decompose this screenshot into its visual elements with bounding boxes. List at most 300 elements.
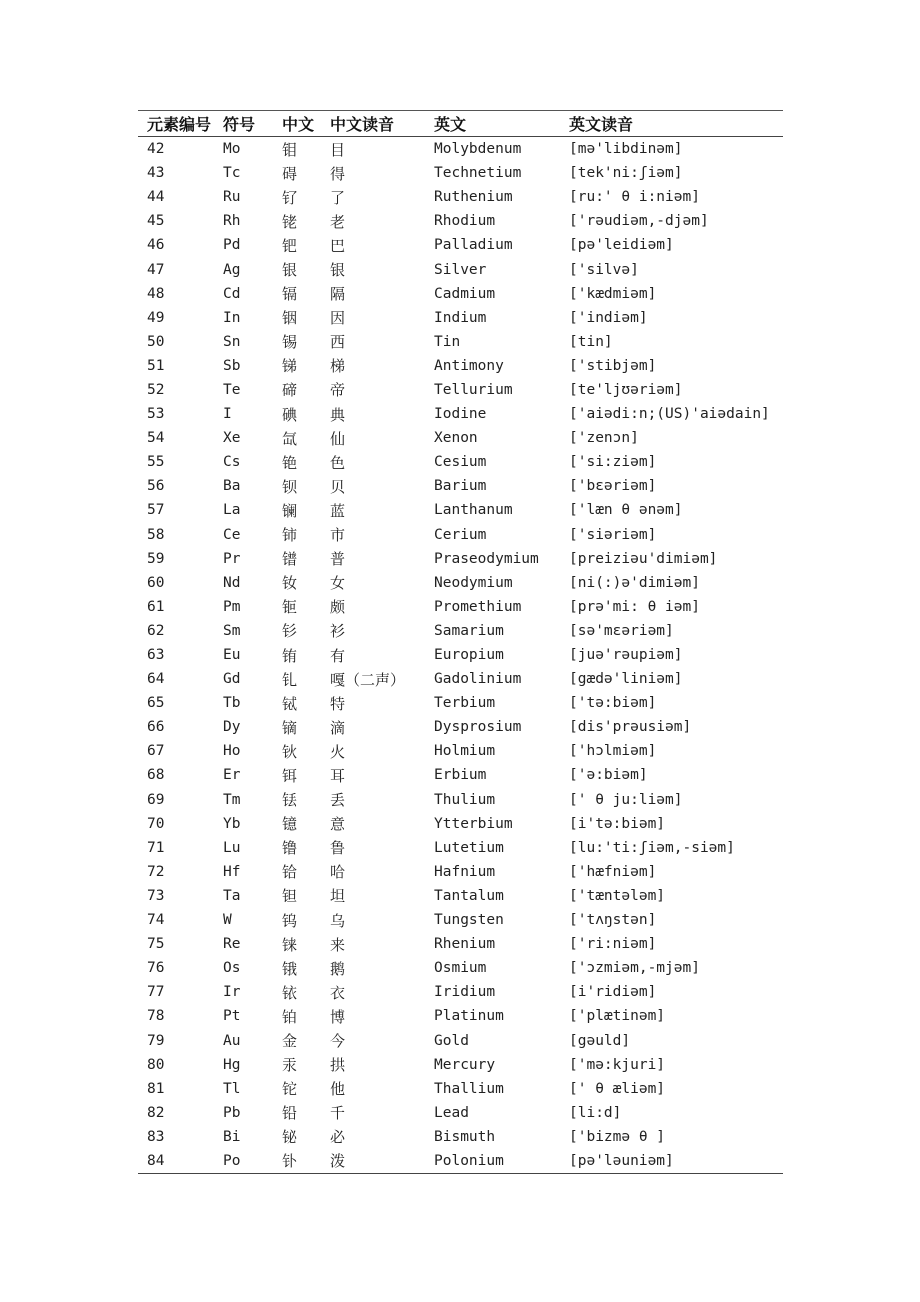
element-chinese-reading: 滴	[330, 718, 346, 737]
element-pronunciation: ['siəriəm]	[569, 526, 657, 543]
element-pronunciation: ['tə:biəm]	[569, 695, 657, 712]
element-chinese-reading: 市	[330, 526, 346, 545]
table-row	[138, 980, 783, 1004]
element-pronunciation: ['si:ziəm]	[569, 454, 657, 471]
element-symbol: Bi	[223, 1128, 241, 1145]
element-chinese-name: 铋	[282, 1128, 298, 1147]
element-english-name: Thallium	[434, 1080, 504, 1097]
table-row	[138, 956, 783, 980]
element-english-name: Erbium	[434, 767, 487, 784]
element-chinese-name: 钨	[282, 911, 298, 930]
element-number: 73	[147, 887, 165, 904]
element-chinese-reading: 鹅	[330, 959, 346, 978]
element-chinese-name: 碘	[282, 405, 298, 424]
element-chinese-reading: 目	[330, 140, 346, 159]
element-symbol: Pm	[223, 598, 241, 615]
element-pronunciation: [pə'leidiəm]	[569, 237, 674, 254]
element-chinese-reading: 颇	[330, 598, 346, 617]
table-row	[138, 1101, 783, 1125]
element-symbol: Ba	[223, 478, 241, 495]
element-chinese-name: 钼	[282, 140, 298, 159]
element-english-name: Thulium	[434, 791, 496, 808]
element-english-name: Dysprosium	[434, 719, 522, 736]
element-english-name: Mercury	[434, 1056, 496, 1073]
element-english-name: Tungsten	[434, 912, 504, 929]
element-symbol: Yb	[223, 815, 241, 832]
element-chinese-name: 锑	[282, 357, 298, 376]
element-symbol: In	[223, 309, 241, 326]
element-symbol: Ta	[223, 887, 241, 904]
element-symbol: W	[223, 912, 232, 929]
element-english-name: Tellurium	[434, 381, 513, 398]
element-chinese-reading: 火	[330, 742, 346, 761]
element-english-name: Platinum	[434, 1008, 504, 1025]
element-symbol: I	[223, 406, 232, 423]
element-symbol: Te	[223, 381, 241, 398]
element-pronunciation: [sə'mɛəriəm]	[569, 622, 674, 639]
element-chinese-reading: 巴	[330, 236, 346, 255]
table-row	[138, 450, 783, 474]
element-chinese-reading: 有	[330, 646, 346, 665]
element-chinese-name: 镉	[282, 285, 298, 304]
element-chinese-reading: 他	[330, 1080, 346, 1099]
table-row	[138, 739, 783, 763]
element-symbol: La	[223, 502, 241, 519]
element-chinese-reading: 鲁	[330, 839, 346, 858]
element-number: 76	[147, 960, 165, 977]
element-pronunciation: ['hɔlmiəm]	[569, 743, 657, 760]
element-number: 80	[147, 1056, 165, 1073]
table-row	[138, 571, 783, 595]
element-pronunciation: ['mə:kjuri]	[569, 1056, 666, 1073]
element-chinese-reading: 意	[330, 815, 346, 834]
element-chinese-reading: 衣	[330, 983, 346, 1002]
element-chinese-name: 钯	[282, 236, 298, 255]
element-english-name: Tantalum	[434, 887, 504, 904]
element-chinese-reading: 乌	[330, 911, 346, 930]
element-symbol: Tm	[223, 791, 241, 808]
table-row	[138, 185, 783, 209]
element-symbol: Nd	[223, 574, 241, 591]
element-symbol: Re	[223, 936, 241, 953]
element-pronunciation: ['ri:niəm]	[569, 936, 657, 953]
element-chinese-name: 铕	[282, 646, 298, 665]
element-number: 70	[147, 815, 165, 832]
element-number: 77	[147, 984, 165, 1001]
element-chinese-name: 金	[282, 1032, 298, 1051]
element-symbol: Tb	[223, 695, 241, 712]
element-chinese-name: 氙	[282, 429, 298, 448]
element-chinese-name: 锡	[282, 333, 298, 352]
element-english-name: Lutetium	[434, 839, 504, 856]
element-symbol: Xe	[223, 430, 241, 447]
element-english-name: Osmium	[434, 960, 487, 977]
table-row	[138, 354, 783, 378]
element-chinese-name: 铼	[282, 935, 298, 954]
element-pronunciation: [i'tə:biəm]	[569, 815, 666, 832]
element-number: 68	[147, 767, 165, 784]
element-number: 66	[147, 719, 165, 736]
element-pronunciation: [lu:'ti:ʃiəm,-siəm]	[569, 839, 735, 856]
element-english-name: Praseodymium	[434, 550, 539, 567]
element-chinese-reading: 典	[330, 405, 346, 424]
element-symbol: Sm	[223, 622, 241, 639]
element-chinese-name: 钷	[282, 598, 298, 617]
element-english-name: Promethium	[434, 598, 522, 615]
table-row	[138, 233, 783, 257]
element-chinese-reading: 坦	[330, 887, 346, 906]
element-symbol: Cs	[223, 454, 241, 471]
element-pronunciation: ['silvə]	[569, 261, 639, 278]
element-chinese-reading: 哈	[330, 863, 346, 882]
element-pronunciation: ['indiəm]	[569, 309, 648, 326]
element-number: 82	[147, 1104, 165, 1121]
element-number: 63	[147, 647, 165, 664]
element-number: 65	[147, 695, 165, 712]
element-symbol: Ru	[223, 189, 241, 206]
element-english-name: Rhodium	[434, 213, 496, 230]
element-english-name: Gadolinium	[434, 671, 522, 688]
element-pronunciation: ['bɛəriəm]	[569, 478, 657, 495]
element-symbol: Ho	[223, 743, 241, 760]
element-symbol: Po	[223, 1152, 241, 1169]
table-row	[138, 282, 783, 306]
element-pronunciation: [dis'prəusiəm]	[569, 719, 692, 736]
element-chinese-reading: 来	[330, 935, 346, 954]
element-chinese-name: 镧	[282, 501, 298, 520]
element-pronunciation: [ni(:)ə'dimiəm]	[569, 574, 700, 591]
element-chinese-name: 铱	[282, 983, 298, 1002]
element-chinese-reading: 今	[330, 1032, 346, 1051]
element-chinese-reading: 仙	[330, 429, 346, 448]
element-chinese-name: 镨	[282, 550, 298, 569]
element-chinese-name: 铊	[282, 1080, 298, 1099]
table-header-row	[138, 111, 783, 136]
element-chinese-reading: 西	[330, 333, 346, 352]
element-chinese-name: 镱	[282, 815, 298, 834]
table-row	[138, 619, 783, 643]
element-chinese-name: 钐	[282, 622, 298, 641]
element-chinese-reading: 女	[330, 574, 346, 593]
element-pronunciation: [' θ æliəm]	[569, 1080, 666, 1097]
element-english-name: Ytterbium	[434, 815, 513, 832]
element-number: 64	[147, 671, 165, 688]
element-chinese-name: 铂	[282, 1007, 298, 1026]
element-number: 75	[147, 936, 165, 953]
element-chinese-reading: 千	[330, 1104, 346, 1123]
element-chinese-reading: 因	[330, 309, 346, 328]
table-row	[138, 1125, 783, 1149]
element-chinese-name: 钆	[282, 670, 298, 689]
element-chinese-reading: 必	[330, 1128, 346, 1147]
table-bottom-rule	[138, 1173, 783, 1174]
element-pronunciation: [gəuld]	[569, 1032, 631, 1049]
element-pronunciation: ['plætinəm]	[569, 1008, 666, 1025]
table-row	[138, 378, 783, 402]
element-pronunciation: [gædə'liniəm]	[569, 671, 683, 688]
element-pronunciation: [i'ridiəm]	[569, 984, 657, 1001]
element-pronunciation: ['læn θ ənəm]	[569, 502, 683, 519]
table-row	[138, 523, 783, 547]
element-pronunciation: [pə'ləuniəm]	[569, 1152, 674, 1169]
element-english-name: Europium	[434, 647, 504, 664]
table-row	[138, 330, 783, 354]
element-chinese-reading: 贝	[330, 477, 346, 496]
element-number: 47	[147, 261, 165, 278]
element-number: 45	[147, 213, 165, 230]
element-chinese-name: 碍	[282, 164, 298, 183]
table-row	[138, 498, 783, 522]
element-number: 44	[147, 189, 165, 206]
element-symbol: Sn	[223, 333, 241, 350]
element-pronunciation: [ru:' θ i:niəm]	[569, 189, 700, 206]
table-row	[138, 595, 783, 619]
table-body	[138, 137, 783, 1173]
element-chinese-reading: 色	[330, 453, 346, 472]
table-row	[138, 643, 783, 667]
element-chinese-reading: 泼	[330, 1152, 346, 1171]
element-number: 78	[147, 1008, 165, 1025]
table-row	[138, 860, 783, 884]
element-pronunciation: ['tæntələm]	[569, 887, 666, 904]
header-english: 英文	[434, 115, 467, 134]
header-number: 元素编号	[147, 115, 212, 134]
table-row	[138, 788, 783, 812]
element-number: 48	[147, 285, 165, 302]
element-symbol: Ag	[223, 261, 241, 278]
table-row	[138, 547, 783, 571]
element-pronunciation: [tin]	[569, 333, 613, 350]
element-symbol: Hf	[223, 863, 241, 880]
element-chinese-reading: 普	[330, 550, 346, 569]
element-symbol: Gd	[223, 671, 241, 688]
header-pronunciation: 英文读音	[569, 115, 634, 134]
element-chinese-name: 钽	[282, 887, 298, 906]
element-chinese-name: 铥	[282, 791, 298, 810]
element-chinese-reading: 拱	[330, 1056, 346, 1075]
element-pronunciation: [mə'libdinəm]	[569, 141, 683, 158]
element-english-name: Palladium	[434, 237, 513, 254]
element-english-name: Xenon	[434, 430, 478, 447]
element-chinese-reading: 丢	[330, 791, 346, 810]
element-pronunciation: ['hæfniəm]	[569, 863, 657, 880]
element-symbol: Sb	[223, 357, 241, 374]
element-number: 60	[147, 574, 165, 591]
element-number: 55	[147, 454, 165, 471]
element-number: 52	[147, 381, 165, 398]
table-row	[138, 763, 783, 787]
element-chinese-name: 铅	[282, 1104, 298, 1123]
table-row	[138, 932, 783, 956]
element-number: 50	[147, 333, 165, 350]
element-chinese-reading: 梯	[330, 357, 346, 376]
element-symbol: Pr	[223, 550, 241, 567]
element-symbol: Tc	[223, 165, 241, 182]
element-symbol: Er	[223, 767, 241, 784]
element-english-name: Gold	[434, 1032, 469, 1049]
element-pronunciation: ['zenɔn]	[569, 430, 639, 447]
element-english-name: Cesium	[434, 454, 487, 471]
element-number: 57	[147, 502, 165, 519]
element-symbol: Au	[223, 1032, 241, 1049]
element-chinese-name: 铪	[282, 863, 298, 882]
element-number: 51	[147, 357, 165, 374]
element-english-name: Cerium	[434, 526, 487, 543]
element-symbol: Mo	[223, 141, 241, 158]
element-number: 83	[147, 1128, 165, 1145]
table-row	[138, 908, 783, 932]
element-chinese-name: 镝	[282, 718, 298, 737]
element-chinese-reading: 衫	[330, 622, 346, 641]
element-chinese-name: 镥	[282, 839, 298, 858]
element-symbol: Pd	[223, 237, 241, 254]
element-number: 58	[147, 526, 165, 543]
element-number: 79	[147, 1032, 165, 1049]
element-english-name: Terbium	[434, 695, 496, 712]
element-symbol: Rh	[223, 213, 241, 230]
element-chinese-name: 铯	[282, 453, 298, 472]
element-symbol: Pt	[223, 1008, 241, 1025]
element-number: 69	[147, 791, 165, 808]
element-pronunciation: ['tʌŋstən]	[569, 912, 657, 929]
element-number: 59	[147, 550, 165, 567]
element-english-name: Molybdenum	[434, 141, 522, 158]
element-english-name: Polonium	[434, 1152, 504, 1169]
element-english-name: Iodine	[434, 406, 487, 423]
element-pronunciation: [te'ljʊəriəm]	[569, 381, 683, 398]
element-chinese-name: 锇	[282, 959, 298, 978]
element-number: 53	[147, 406, 165, 423]
element-english-name: Rhenium	[434, 936, 496, 953]
table-row	[138, 1004, 783, 1028]
element-symbol: Tl	[223, 1080, 241, 1097]
element-english-name: Ruthenium	[434, 189, 513, 206]
element-english-name: Cadmium	[434, 285, 496, 302]
element-number: 72	[147, 863, 165, 880]
element-symbol: Pb	[223, 1104, 241, 1121]
element-number: 61	[147, 598, 165, 615]
element-chinese-name: 钬	[282, 742, 298, 761]
element-number: 71	[147, 839, 165, 856]
element-english-name: Samarium	[434, 622, 504, 639]
element-english-name: Neodymium	[434, 574, 513, 591]
element-chinese-name: 钌	[282, 188, 298, 207]
element-pronunciation: ['kædmiəm]	[569, 285, 657, 302]
element-symbol: Hg	[223, 1056, 241, 1073]
element-chinese-name: 铒	[282, 766, 298, 785]
table-row	[138, 209, 783, 233]
table-row	[138, 1149, 783, 1173]
element-english-name: Technetium	[434, 165, 522, 182]
element-pronunciation: [preiziəu'dimiəm]	[569, 550, 718, 567]
element-english-name: Lead	[434, 1104, 469, 1121]
element-chinese-reading: 特	[330, 694, 346, 713]
element-pronunciation: ['stibjəm]	[569, 357, 657, 374]
element-pronunciation: [tek'ni:ʃiəm]	[569, 165, 683, 182]
element-pronunciation: [li:d]	[569, 1104, 622, 1121]
header-chinese: 中文	[282, 115, 315, 134]
element-number: 54	[147, 430, 165, 447]
element-number: 43	[147, 165, 165, 182]
element-number: 84	[147, 1152, 165, 1169]
element-chinese-reading: 博	[330, 1007, 346, 1026]
header-chinese-reading: 中文读音	[330, 115, 395, 134]
element-number: 62	[147, 622, 165, 639]
table-row	[138, 1028, 783, 1052]
element-chinese-name: 钕	[282, 574, 298, 593]
element-english-name: Antimony	[434, 357, 504, 374]
element-english-name: Tin	[434, 333, 461, 350]
element-chinese-reading: 耳	[330, 766, 346, 785]
element-number: 46	[147, 237, 165, 254]
table-row	[138, 812, 783, 836]
element-chinese-reading: 得	[330, 164, 346, 183]
element-chinese-reading: 帝	[330, 381, 346, 400]
element-symbol: Eu	[223, 647, 241, 664]
element-number: 42	[147, 141, 165, 158]
element-chinese-reading: 了	[330, 188, 346, 207]
element-chinese-name: 钡	[282, 477, 298, 496]
element-table	[138, 110, 783, 1174]
element-symbol: Os	[223, 960, 241, 977]
header-symbol: 符号	[223, 115, 256, 134]
table-row	[138, 691, 783, 715]
element-symbol: Ce	[223, 526, 241, 543]
element-pronunciation: ['ə:biəm]	[569, 767, 648, 784]
element-chinese-reading: 老	[330, 212, 346, 231]
table-row	[138, 426, 783, 450]
element-pronunciation: ['aiədi:n;(US)'aiədain]	[569, 406, 770, 423]
table-row	[138, 715, 783, 739]
table-row	[138, 667, 783, 691]
element-number: 67	[147, 743, 165, 760]
element-symbol: Lu	[223, 839, 241, 856]
element-chinese-name: 汞	[282, 1056, 298, 1075]
table-row	[138, 474, 783, 498]
table-row	[138, 137, 783, 161]
table-row	[138, 1053, 783, 1077]
element-number: 81	[147, 1080, 165, 1097]
element-symbol: Ir	[223, 984, 241, 1001]
element-pronunciation: ['ɔzmiəm,-mjəm]	[569, 960, 700, 977]
element-english-name: Holmium	[434, 743, 496, 760]
element-symbol: Dy	[223, 719, 241, 736]
element-chinese-reading: 蓝	[330, 501, 346, 520]
element-chinese-name: 钋	[282, 1152, 298, 1171]
element-english-name: Bismuth	[434, 1128, 496, 1145]
table-row	[138, 257, 783, 281]
table-row	[138, 306, 783, 330]
table-row	[138, 402, 783, 426]
element-english-name: Silver	[434, 261, 487, 278]
table-row	[138, 836, 783, 860]
element-chinese-name: 铈	[282, 526, 298, 545]
element-chinese-name: 碲	[282, 381, 298, 400]
element-pronunciation: ['bizmə θ ]	[569, 1128, 666, 1145]
element-number: 74	[147, 912, 165, 929]
element-chinese-name: 铑	[282, 212, 298, 231]
element-english-name: Barium	[434, 478, 487, 495]
element-chinese-name: 铟	[282, 309, 298, 328]
element-chinese-reading: 隔	[330, 285, 346, 304]
element-number: 49	[147, 309, 165, 326]
element-english-name: Hafnium	[434, 863, 496, 880]
element-symbol: Cd	[223, 285, 241, 302]
element-english-name: Iridium	[434, 984, 496, 1001]
element-english-name: Indium	[434, 309, 487, 326]
element-pronunciation: [' θ ju:liəm]	[569, 791, 683, 808]
element-pronunciation: [juə'rəupiəm]	[569, 647, 683, 664]
